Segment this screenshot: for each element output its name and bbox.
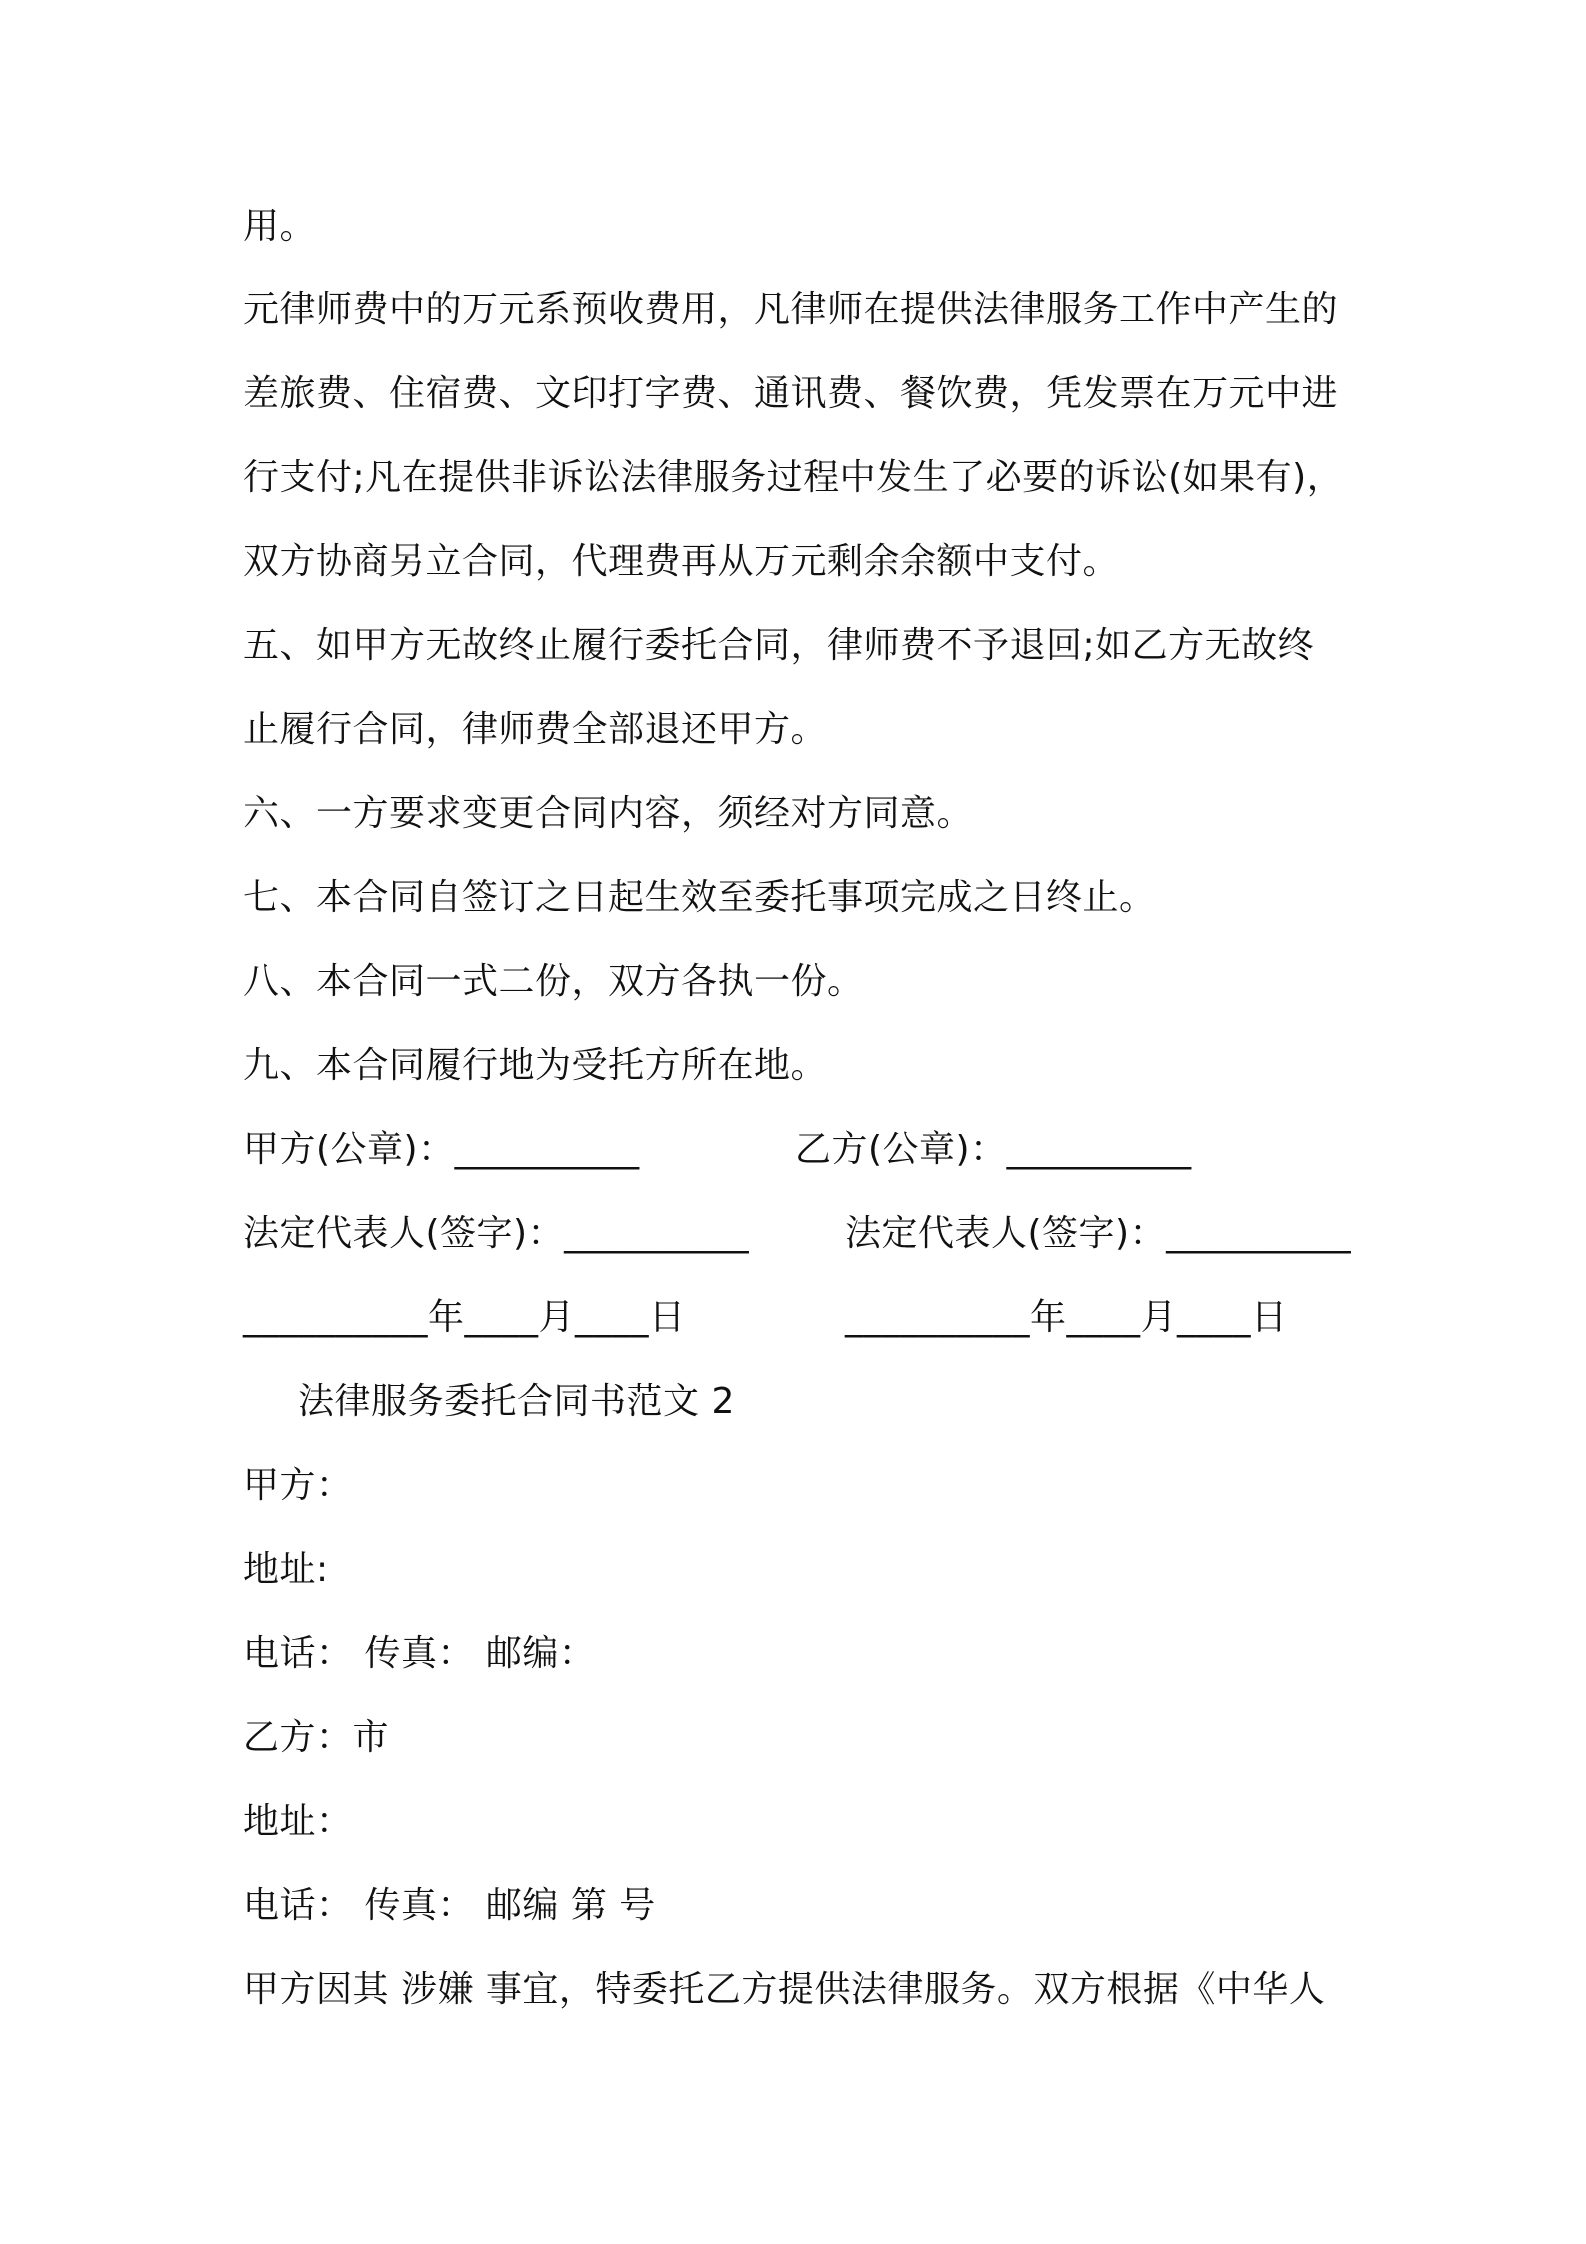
contact-line: 电话： 传真： 邮编： (243, 1633, 596, 1674)
paragraph-line: 甲方因其 涉嫌 事宜，特委托乙方提供法律服务。双方根据《中华人 (243, 1969, 1326, 2010)
party-b-seal-field: 乙方(公章)：__________ (795, 1129, 1192, 1170)
clause-six: 六、一方要求变更合同内容，须经对方同意。 (243, 793, 974, 834)
address-label: 地址： (243, 1801, 353, 1842)
section-title: 法律服务委托合同书范文 2 (298, 1381, 735, 1422)
clause-eight: 八、本合同一式二份，双方各执一份。 (243, 961, 864, 1002)
party-a-label: 甲方： (243, 1465, 353, 1506)
paragraph-line: 止履行合同，律师费全部退还甲方。 (243, 709, 828, 750)
clause-five: 五、如甲方无故终止履行委托合同，律师费不予退回;如乙方无故终 (243, 625, 1315, 666)
party-a-date-field: __________年____月____日 (243, 1297, 686, 1338)
party-b-date-field: __________年____月____日 (845, 1297, 1288, 1338)
party-b-label: 乙方：市 (243, 1717, 390, 1758)
party-a-seal-field: 甲方(公章)：__________ (243, 1129, 640, 1170)
paragraph-line: 用。 (243, 206, 317, 247)
paragraph-line: 差旅费、住宿费、文印打字费、通讯费、餐饮费，凭发票在万元中进 (243, 373, 1339, 414)
clause-seven: 七、本合同自签订之日起生效至委托事项完成之日终止。 (243, 877, 1156, 918)
address-label: 地址: (243, 1549, 329, 1590)
clause-nine: 九、本合同履行地为受托方所在地。 (243, 1045, 828, 1086)
contact-line: 电话： 传真： 邮编 第 号 (243, 1885, 656, 1926)
paragraph-line: 行支付;凡在提供非诉讼法律服务过程中发生了必要的诉讼(如果有)， (243, 457, 1344, 498)
party-a-rep-field: 法定代表人(签字)：__________ (243, 1213, 750, 1254)
party-b-rep-field: 法定代表人(签字)：__________ (845, 1213, 1352, 1254)
paragraph-line: 双方协商另立合同，代理费再从万元剩余余额中支付。 (243, 541, 1120, 582)
paragraph-line: 元律师费中的万元系预收费用，凡律师在提供法律服务工作中产生的 (243, 289, 1339, 330)
